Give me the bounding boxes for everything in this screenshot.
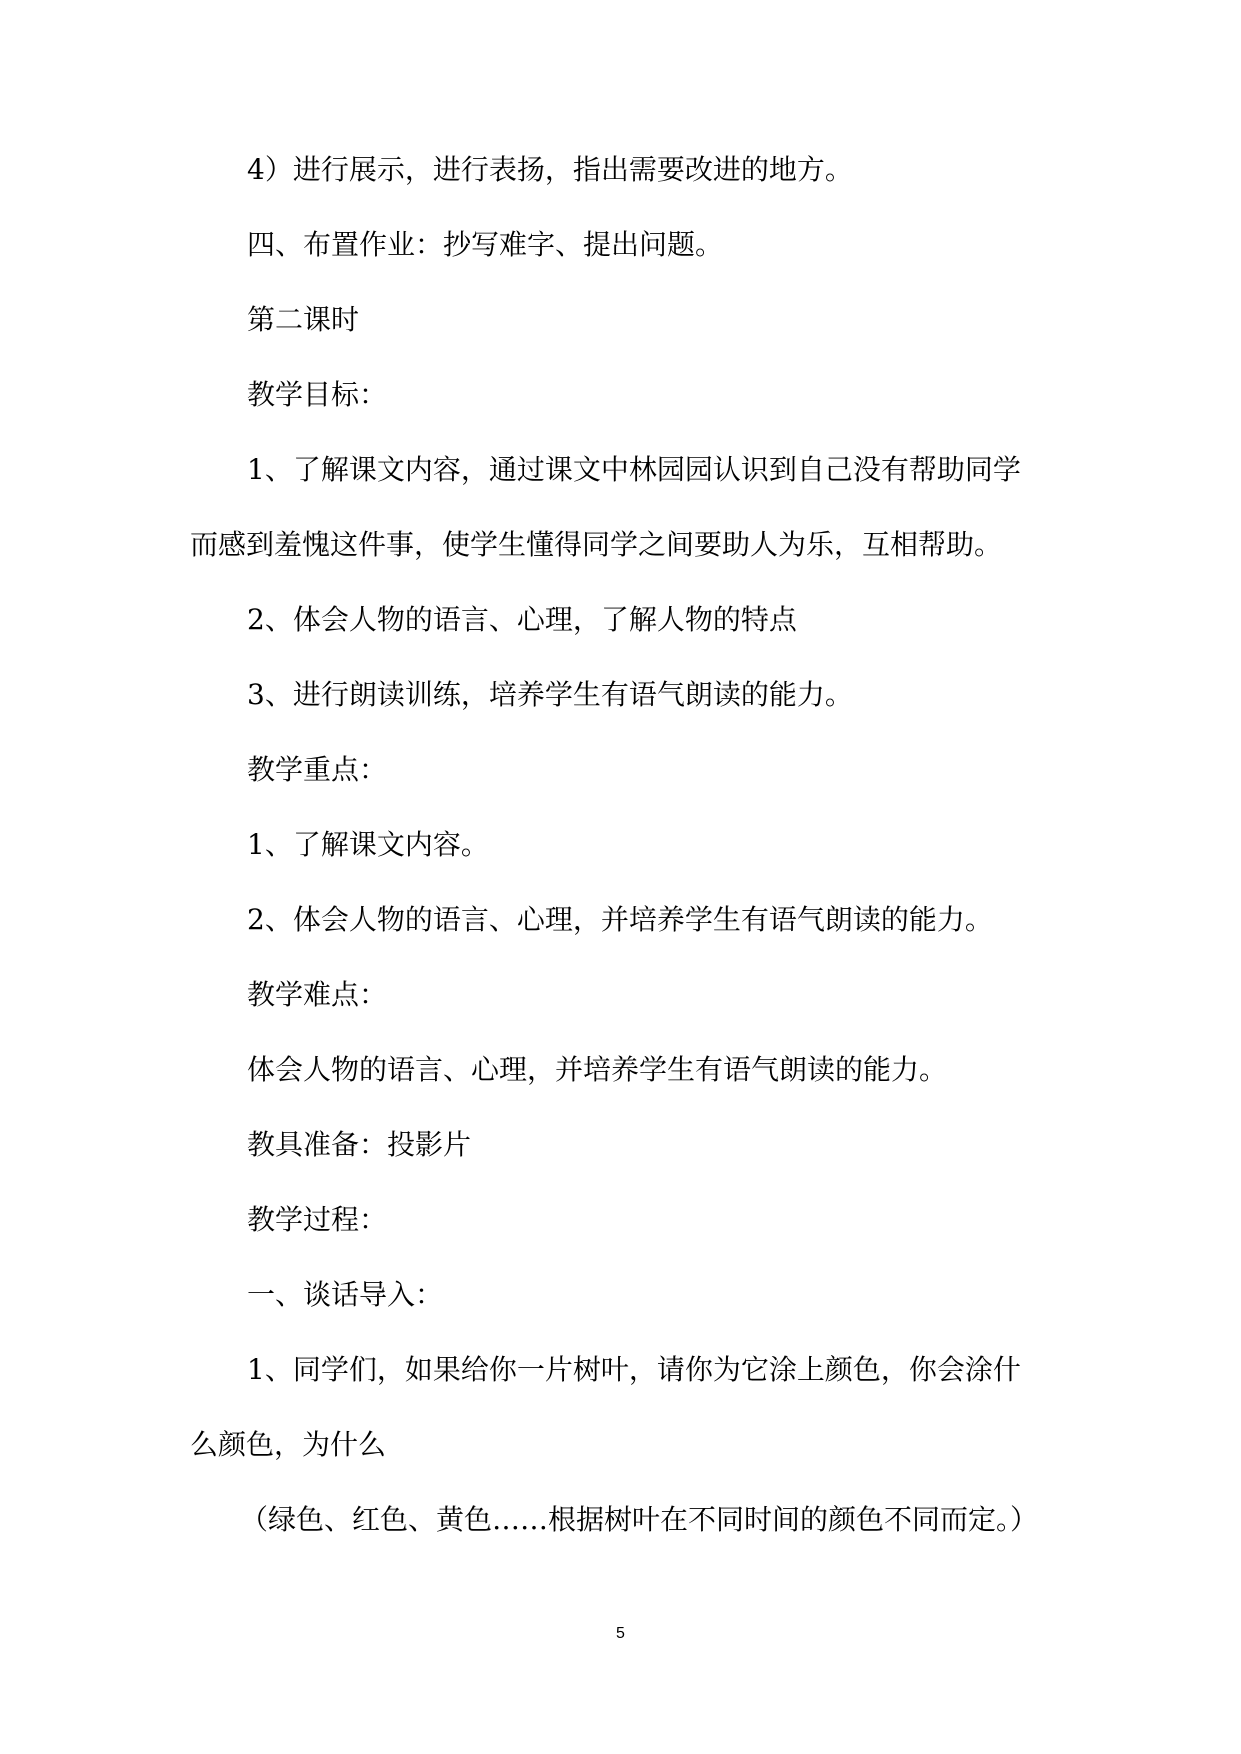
paragraph-line: 么颜色，为什么 [190,1428,387,1461]
paragraph-line: 1、了解课文内容，通过课文中林园园认识到自己没有帮助同学 [247,453,1021,486]
paragraph-line: 1、了解课文内容。 [247,828,489,861]
paragraph-line: 2、体会人物的语言、心理，了解人物的特点 [247,603,797,636]
paragraph-line: 而感到羞愧这件事，使学生懂得同学之间要助人为乐，互相帮助。 [190,528,1003,561]
paragraph-line: 3、进行朗读训练，培养学生有语气朗读的能力。 [247,678,853,711]
section-heading: 教学过程： [247,1203,388,1236]
section-heading: 一、谈话导入： [247,1278,444,1311]
section-heading: 教学难点： [247,978,388,1011]
page-number: 5 [616,1625,625,1642]
paragraph-line: （绿色、红色、黄色……根据树叶在不同时间的颜色不同而定。） [240,1503,1039,1536]
section-heading: 教学重点： [247,753,388,786]
paragraph-line: 4）进行展示，进行表扬，指出需要改进的地方。 [247,153,853,186]
section-heading: 第二课时 [247,303,360,336]
paragraph-line: 体会人物的语言、心理，并培养学生有语气朗读的能力。 [247,1053,948,1086]
paragraph-line: 四、布置作业：抄写难字、提出问题。 [247,228,724,261]
paragraph-line: 1、同学们，如果给你一片树叶，请你为它涂上颜色，你会涂什 [247,1353,1021,1386]
section-heading: 教学目标： [247,378,388,411]
paragraph-line: 教具准备：投影片 [247,1128,472,1161]
paragraph-line: 2、体会人物的语言、心理，并培养学生有语气朗读的能力。 [247,903,993,936]
